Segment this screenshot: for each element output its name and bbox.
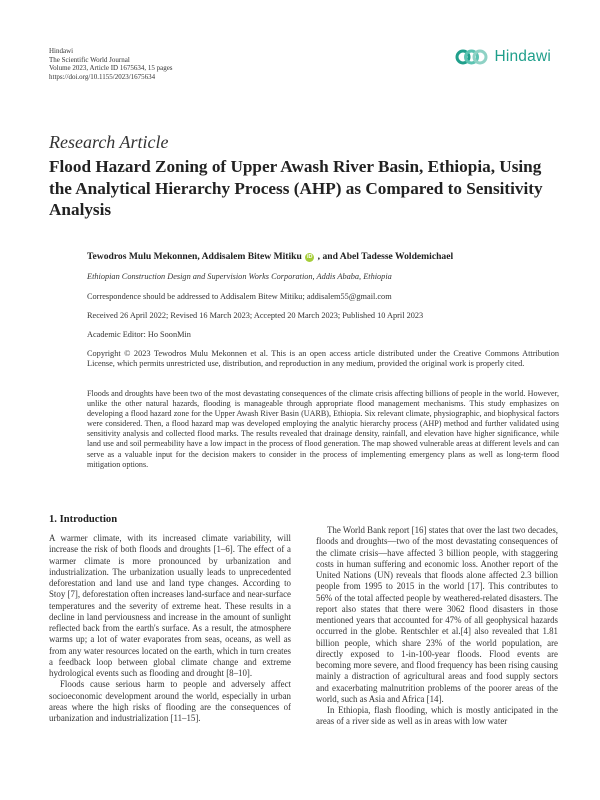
article-title: Flood Hazard Zoning of Upper Awash River Basin, Ethiopia, Using the Analytical Hierarchy Process (AHP) as Compared to Sensitivity Analysis <box>49 157 543 219</box>
paragraph: The World Bank report [16] states that over the last two decades, floods and droughts—two of the most devastating consequences of the climate crisis—have affected 3 billion people, with staggering costs in human suffering and economic loss. Another report of the United Nations (UN) reveals that floods alone affected 2.3 billion people from 1995 to 2015 in the world [17]. This contributes to 56% of the total affected people by weathered-related disasters. The report also states that there were 3062 flood disasters in those mentioned years that accounted for 47% of all geophysical hazards occurred in the globe. Rentschler et al.[4] also revealed that 1.81 billion people, which share 23% of the world population, are directly exposed to 1-in-100-year floods. Flood events are becoming more severe, and flood frequency has been rising causing mainly a distraction of agricultural areas and food supply sectors and exacerbating malnutrition problems of the poorer areas of the world, such as Asia and Africa [14]. <box>316 525 558 704</box>
orcid-icon[interactable]: iD <box>306 254 313 260</box>
author-list <box>87 251 559 262</box>
section-heading-introduction: 1. Introduction <box>49 514 118 525</box>
volume-info: Volume 2023, Article ID 1675634, 15 pages <box>49 64 173 73</box>
hindawi-logo[interactable] <box>455 46 551 68</box>
correspondence: Correspondence should be addressed to Addisalem Bitew Mitiku; addisalem55@gmail.com <box>87 292 392 301</box>
journal-name: The Scientific World Journal <box>49 55 130 64</box>
authors-first: Tewodros Mulu Mekonnen, Addisalem Bitew Mitiku <box>87 251 302 262</box>
academic-editor: Academic Editor: Ho SoonMin <box>87 330 191 339</box>
affiliation: Ethiopian Construction Design and Supervision Works Corporation, Addis Ababa, Ethiopia <box>87 272 392 281</box>
left-column <box>49 533 291 724</box>
hindawi-logo-text: Hindawi <box>494 48 551 65</box>
abstract: Floods and droughts have been two of the most devastating consequences of the climate crisis affecting billions of people in the world. However, unlike the other natural hazards, flooding is manageable through appropriate flood management mechanisms. This study emphasizes on developing a flood hazard zone for the Upper Awash River Basin (UARB), Ethiopia. Six relevant climate, physiographic, and biophysical factors were considered. Then, a flood hazard map was developed employing the analytic hierarchy process (AHP) method and further validated using sensitivity analysis and collected flood marks. The results revealed that drainage density, rainfall, and elevation have higher significance, while land use and soil permeability have a low impact in the process of flood generation. The map showed vulnerable areas at different levels and can serve as a valuable input for the decision makers to consider in the process of implementing emergency plans as well as long-term flood mitigation options. <box>87 389 559 469</box>
paragraph: A warmer climate, with its increased climate variability, will increase the risk of both floods and droughts [1–6]. The effect of a warmer climate is more pronounced by urbanization and industrialization. The urbanization usually leads to unprecedented deforestation and land use and land type changes. According to Stoy [7], deforestation often increases land-surface and near-surface temperatures and the severity of extreme heat. These results in a decline in land perviousness and increase in the amount of sunlight reflected back from the earth's surface. As a result, the atmosphere warms up; a lot of water evaporates from seas, oceans, as well as from any water resources located on the earth, which in turn creates a feedback loop between global climate change and extreme hydrological events such as flooding and drought [8–10]. <box>49 533 291 678</box>
article-type: Research Article <box>49 132 169 152</box>
journal-info <box>49 47 173 81</box>
paragraph: Floods cause serious harm to people and adversely affect socioeconomic development around the world, especially in urban areas where the high risks of flooding are the consequences of urbanization and industrialization [11–15]. <box>49 679 291 723</box>
authors-last: , and Abel Tadesse Woldemichael <box>317 251 454 262</box>
publication-dates: Received 26 April 2022; Revised 16 March 2023; Accepted 20 March 2023; Published 10 April 2023 <box>87 311 424 320</box>
hindawi-logo-icon <box>455 46 488 68</box>
copyright-notice: Copyright © 2023 Tewodros Mulu Mekonnen et al. This is an open access article distributed under the Creative Commons Attribution License, which permits unrestricted use, distribution, and reproduction in any medium, provided the original work is properly cited. <box>87 349 559 369</box>
right-column <box>316 525 558 728</box>
paragraph: In Ethiopia, flash flooding, which is mostly anticipated in the areas of a river side as well as in areas with low water <box>316 705 558 727</box>
publisher-name: Hindawi <box>49 47 74 55</box>
doi-link[interactable]: https://doi.org/10.1155/2023/1675634 <box>49 72 156 81</box>
